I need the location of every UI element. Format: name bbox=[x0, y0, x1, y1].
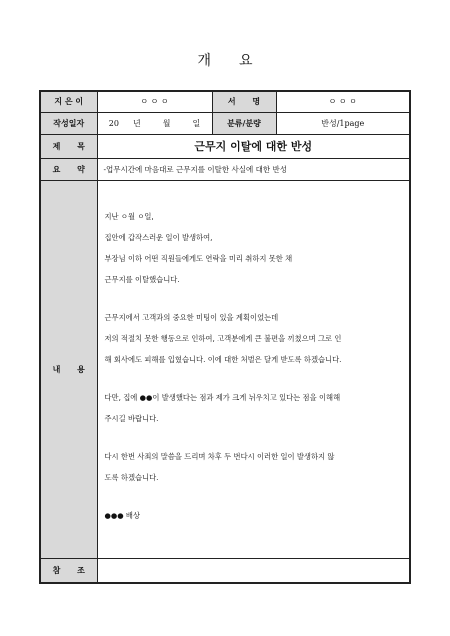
content-line: 근무지에서 고객과의 중요한 미팅이 있을 계획이었는데 bbox=[104, 312, 279, 322]
content-row bbox=[40, 180, 410, 558]
date-year-unit: 년 bbox=[132, 118, 141, 128]
name-value: ㅇ ㅇ ㅇ bbox=[276, 91, 410, 112]
summary-row bbox=[40, 158, 410, 180]
content-line: 부장님 이하 어떤 직원들에게도 연락을 미리 취하지 못한 채 bbox=[104, 253, 293, 263]
summary-text: -업무시간에 마음대로 근무지를 이탈한 사실에 대한 반성 bbox=[97, 158, 410, 180]
reference-row bbox=[40, 558, 410, 583]
content-line: 집안에 갑작스러운 일이 발생하여, bbox=[104, 232, 213, 242]
page-title bbox=[0, 50, 450, 70]
reference-value bbox=[97, 558, 410, 583]
date-label: 작성일자 bbox=[40, 112, 97, 134]
date-row bbox=[40, 112, 410, 134]
report-form bbox=[39, 90, 411, 584]
title-char-1: 개 bbox=[197, 53, 211, 69]
author-label: 지 은 이 bbox=[40, 91, 97, 112]
date-value bbox=[97, 112, 212, 134]
category-label: 분류/분량 bbox=[212, 112, 276, 134]
author-row bbox=[40, 91, 410, 112]
content-line: 도록 하겠습니다. bbox=[104, 472, 159, 482]
title-char-2: 요 bbox=[239, 53, 253, 69]
content-line: 주시길 바랍니다. bbox=[104, 413, 159, 423]
summary-label: 요 약 bbox=[40, 158, 97, 180]
document-heading: 근무지 이탈에 대한 반성 bbox=[97, 134, 410, 158]
signature-line: ●●● 배상 bbox=[104, 510, 141, 520]
date-day-unit: 일 bbox=[192, 118, 201, 128]
reference-label: 참 조 bbox=[40, 558, 97, 583]
date-month-unit: 월 bbox=[162, 118, 171, 128]
author-value: ㅇ ㅇ ㅇ bbox=[97, 91, 212, 112]
content-body bbox=[97, 180, 410, 558]
content-line: 저의 적절치 못한 행동으로 인하여, 고객분에게 큰 불편을 끼쳤으며 그로 인 bbox=[104, 333, 342, 343]
subject-label: 제 목 bbox=[40, 134, 97, 158]
subject-row bbox=[40, 134, 410, 158]
content-line: 다만, 집에 ●●이 발생했다는 점과 제가 크게 뉘우치고 있다는 점을 이해해 bbox=[104, 392, 341, 402]
content-line: 근무지를 이탈했습니다. bbox=[104, 274, 180, 284]
content-line: 다시 한번 사죄의 말씀을 드리며 차후 두 번다시 이러한 일이 발생하지 않 bbox=[104, 451, 335, 461]
name-label: 서 명 bbox=[212, 91, 276, 112]
content-line: 지난 ㅇ월 ㅇ일, bbox=[104, 211, 154, 221]
content-line: 해 회사에도 피해를 입혔습니다. 이에 대한 처벌은 달게 받도록 하겠습니다. bbox=[104, 354, 342, 364]
content-label: 내 용 bbox=[40, 180, 97, 558]
category-value: 반성/1page bbox=[276, 112, 410, 134]
date-year: 20 bbox=[108, 118, 119, 128]
